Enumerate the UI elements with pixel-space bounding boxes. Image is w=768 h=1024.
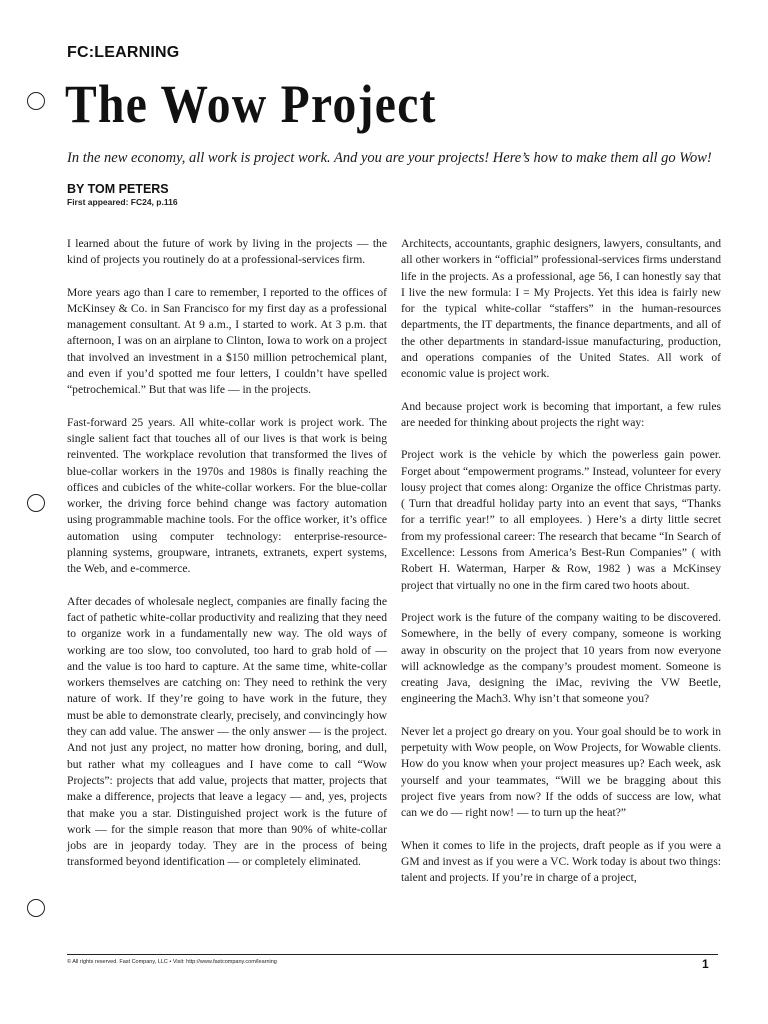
author-byline: BY TOM PETERS xyxy=(67,182,169,196)
binder-hole-bottom xyxy=(27,899,45,917)
binder-hole-top xyxy=(27,92,45,110)
first-appeared-note: First appeared: FC24, p.116 xyxy=(67,197,178,207)
body-paragraph: Project work is the future of the company waiting to be discovered. Somewhere, in the belly of every company, someone is working away in obscurity on the project that 10 years from now everyone will acknowledge as the company’s proudest moment. Someone is creating Java, designing the iMac, reviving the VW Beetle, engineering the Mach3. Why isn’t that someone you? xyxy=(401,610,721,706)
article-subtitle: In the new economy, all work is project work. And you are your projects! Here’s how to make them all go Wow! xyxy=(67,150,712,166)
footer-copyright: © All rights reserved. Fast Company, LLC • Visit: http://www.fastcompany.com/learning xyxy=(67,959,277,965)
body-column-left xyxy=(67,236,387,887)
body-paragraph: Never let a project go dreary on you. Your goal should be to work in perpetuity with Wow people, on Wow Projects, for Wowable clients. How do you know when your project measures up? Each week, ask yourself and your teammates, “Will we be bragging about this project five years from now? If the odds of success are low, what can we do — right now! — to turn up the heat?” xyxy=(401,724,721,820)
footer-divider xyxy=(67,954,718,955)
binder-hole-middle xyxy=(27,494,45,512)
body-paragraph: After decades of wholesale neglect, companies are finally facing the fact of pathetic white-collar productivity and realizing that they need to organize work in a fundamentally new way. The old ways of working are too slow, too convoluted, too hard to grab hold of — and the value is too hard to capture. At the same time, white-collar workers themselves are catching on: They need to rethink the very nature of work. If they’re going to have work in the future, they must be able to demonstrate clearly, precisely, and convincingly how they can add value. The answer — the only answer — is the project. And not just any project, no matter how droning, boring, and dull, but rather what my colleagues and I have come to call “Wow Projects”: projects that add value, projects that matter, projects that make a difference, projects that leave a legacy — and, yes, projects that make you a star. Distinguished project work is the future of work — for the simple reason that more than 90% of white-collar jobs are in jeopardy today. They are in the process of being transformed beyond identification — or completely eliminated. xyxy=(67,594,387,869)
body-paragraph: And because project work is becoming that important, a few rules are needed for thinking about projects the right way: xyxy=(401,399,721,429)
body-paragraph: Project work is the vehicle by which the powerless gain power. Forget about “empowerment programs.” Instead, volunteer for every lousy project that comes along: Organize the office Christmas party. ( Turn that dreadful holiday party into an event that says, “Thanks for a terrific year!” to all employees. ) Here’s a dirty little secret from my professional career: The research that became “In Search of Excellence: Lessons from America’s Best-Run Companies” ( with Robert H. Waterman, Harper & Row, 1982 ) was a McKinsey project that virtually no one in the firm cared two hoots about. xyxy=(401,448,721,592)
body-paragraph: I learned about the future of work by living in the projects — the kind of projects you routinely do at a professional-services firm. xyxy=(67,237,387,267)
body-paragraph: Architects, accountants, graphic designers, lawyers, consultants, and all other workers in “official” professional-services firms understand life in the projects. As a professional, age 56, I can honestly say that I live the new formula: I = My Projects. Yet this idea is fairly new for the typical white-collar “staffers” in the human-resources departments, the IT departments, the finance departments, and all of the other departments in standard-issue manufacturing, production, and operations companies of the United States. All work of economic value is project work. xyxy=(401,237,721,381)
brand-label: FC:LEARNING xyxy=(67,44,180,61)
body-paragraph: When it comes to life in the projects, draft people as if you were a GM and invest as if you were a VC. Work today is about two things: talent and projects. If you’re in charge of a project, xyxy=(401,838,721,885)
article-title: The Wow Project xyxy=(65,74,437,134)
page-number: 1 xyxy=(702,957,709,971)
body-column-right xyxy=(401,236,721,902)
body-paragraph: Fast-forward 25 years. All white-collar work is project work. The single salient fact that touches all of our lives is that work is being reinvented. The workplace revolution that transformed the lives of blue-collar workers in the 1970s and 1980s is finally reaching the offices and cubicles of the white-collar workers. For the blue-collar worker, the driving force behind change was factory automation using programmable machine tools. For the office worker, it’s office automation using computer technology: enterprise-resource-planning systems, groupware, intranets, extranets, expert systems, the Web, and e-commerce. xyxy=(67,415,387,576)
body-paragraph: More years ago than I care to remember, I reported to the offices of McKinsey & Co. in San Francisco for my first day as a professional management consultant. At 9 a.m., I started to work. At 3 p.m. that afternoon, I was on an airplane to Clinton, Iowa to work on a project that involved an investment in a $150 million petrochemical plant, and even if you’d spotted me four letters, I couldn’t have spelled “petrochemical.” But that was life — in the projects. xyxy=(67,285,387,397)
